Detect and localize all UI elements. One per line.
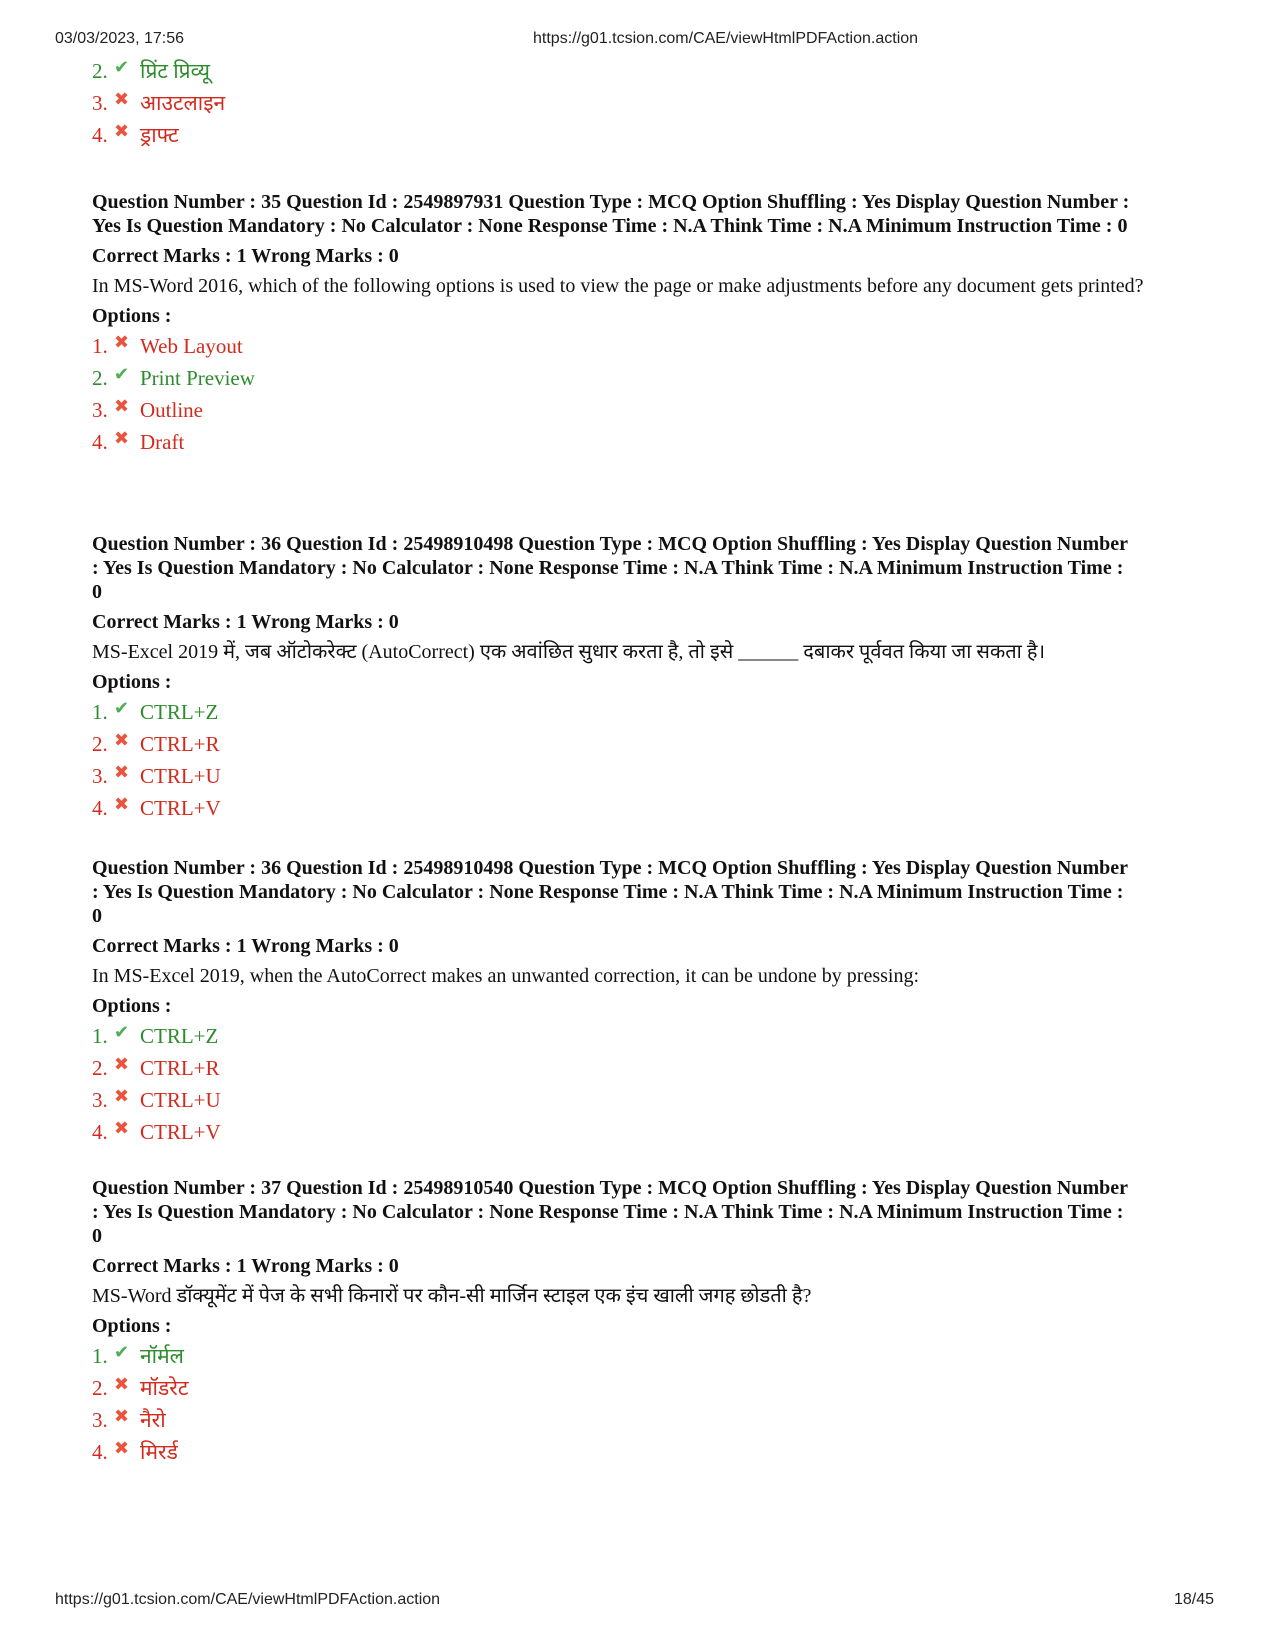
print-datetime: 03/03/2023, 17:56 bbox=[55, 30, 185, 47]
option-text: Print Preview bbox=[140, 366, 255, 390]
question-block bbox=[92, 856, 1212, 1148]
option-text: CTRL+V bbox=[140, 796, 221, 820]
option-number: 1. bbox=[92, 334, 108, 358]
page-number: 18/45 bbox=[1174, 1591, 1215, 1608]
cross-icon: ✖ bbox=[114, 794, 130, 814]
options-label: Options : bbox=[92, 305, 172, 327]
option-number: 4. bbox=[92, 1440, 108, 1464]
question-text: MS-Word डॉक्यूमेंट में पेज के सभी किनारों पर कौन-सी मार्जिन स्टाइल एक इंच खाली जगह छोडती है? bbox=[92, 1285, 812, 1307]
option-item bbox=[92, 1372, 1212, 1404]
option-text: Draft bbox=[140, 430, 185, 454]
option-text: Outline bbox=[140, 398, 203, 422]
check-icon: ✔ bbox=[114, 1022, 130, 1042]
check-icon: ✔ bbox=[114, 698, 130, 718]
option-number: 2. bbox=[92, 59, 108, 83]
option-number: 1. bbox=[92, 1024, 108, 1048]
option-text: CTRL+U bbox=[140, 764, 221, 788]
option-number: 3. bbox=[92, 764, 108, 788]
option-text: मिरर्ड bbox=[140, 1440, 178, 1464]
option-number: 1. bbox=[92, 1344, 108, 1368]
option-item bbox=[92, 1020, 1212, 1052]
option-item bbox=[92, 760, 1212, 792]
option-item bbox=[92, 1404, 1212, 1436]
option-text: Web Layout bbox=[140, 334, 243, 358]
option-text: मॉडरेट bbox=[140, 1376, 189, 1400]
option-item bbox=[92, 362, 1212, 394]
option-number: 4. bbox=[92, 123, 108, 147]
option-text: प्रिंट प्रिव्यू bbox=[140, 59, 210, 83]
cross-icon: ✖ bbox=[114, 1374, 130, 1394]
option-item bbox=[92, 1052, 1212, 1084]
option-text: CTRL+Z bbox=[140, 700, 219, 724]
options-label: Options : bbox=[92, 995, 172, 1017]
option-text: आउटलाइन bbox=[140, 91, 226, 115]
option-item bbox=[92, 330, 1212, 362]
option-text: ड्राफ्ट bbox=[140, 123, 179, 147]
cross-icon: ✖ bbox=[114, 1054, 130, 1074]
question-block bbox=[92, 1176, 1212, 1468]
option-number: 4. bbox=[92, 430, 108, 454]
option-item bbox=[92, 1436, 1212, 1468]
question-meta: Question Number : 35 Question Id : 2549897931 Question Type : MCQ Option Shuffling : Yes Display Question Number : Yes Is Question Mandatory : No Calculator : None Response Time : N.A Think Time : N.A Minimum Instruction Time : 0 bbox=[92, 191, 1130, 237]
option-item bbox=[92, 696, 1212, 728]
question-block bbox=[92, 532, 1212, 824]
check-icon: ✔ bbox=[114, 57, 130, 77]
cross-icon: ✖ bbox=[114, 89, 130, 109]
option-item bbox=[92, 1116, 1212, 1148]
option-item bbox=[92, 119, 1212, 151]
carryover-options bbox=[92, 55, 1212, 151]
options-label: Options : bbox=[92, 1315, 172, 1337]
cross-icon: ✖ bbox=[114, 1118, 130, 1138]
option-text: CTRL+V bbox=[140, 1120, 221, 1144]
cross-icon: ✖ bbox=[114, 121, 130, 141]
cross-icon: ✖ bbox=[114, 1406, 130, 1426]
option-item bbox=[92, 1084, 1212, 1116]
cross-icon: ✖ bbox=[114, 1086, 130, 1106]
question-text: In MS-Word 2016, which of the following options is used to view the page or make adjustments before any document gets printed? bbox=[92, 275, 1144, 297]
question-marks: Correct Marks : 1 Wrong Marks : 0 bbox=[92, 611, 399, 633]
options-label: Options : bbox=[92, 671, 172, 693]
option-number: 2. bbox=[92, 732, 108, 756]
cross-icon: ✖ bbox=[114, 762, 130, 782]
option-text: CTRL+R bbox=[140, 1056, 220, 1080]
question-marks: Correct Marks : 1 Wrong Marks : 0 bbox=[92, 935, 399, 957]
option-text: CTRL+U bbox=[140, 1088, 221, 1112]
option-text: नैरो bbox=[140, 1408, 166, 1432]
option-number: 3. bbox=[92, 91, 108, 115]
cross-icon: ✖ bbox=[114, 428, 130, 448]
option-number: 4. bbox=[92, 796, 108, 820]
question-text: MS-Excel 2019 में, जब ऑटोकरेक्ट (AutoCorrect) एक अवांछित सुधार करता है, तो इसे ______ दबाकर पूर्ववत किया जा सकता है। bbox=[92, 641, 1046, 663]
question-meta: Question Number : 36 Question Id : 25498910498 Question Type : MCQ Option Shuffling : Yes Display Question Number : Yes Is Question Mandatory : No Calculator : None Response Time : N.A Think Time : N.A Minimum Instruction Time : 0 bbox=[92, 857, 1128, 927]
cross-icon: ✖ bbox=[114, 730, 130, 750]
option-item bbox=[92, 55, 1212, 87]
option-item bbox=[92, 728, 1212, 760]
option-number: 3. bbox=[92, 1408, 108, 1432]
option-number: 2. bbox=[92, 1056, 108, 1080]
option-item bbox=[92, 394, 1212, 426]
question-text: In MS-Excel 2019, when the AutoCorrect makes an unwanted correction, it can be undone by pressing: bbox=[92, 965, 920, 987]
question-meta: Question Number : 37 Question Id : 25498910540 Question Type : MCQ Option Shuffling : Yes Display Question Number : Yes Is Question Mandatory : No Calculator : None Response Time : N.A Think Time : N.A Minimum Instruction Time : 0 bbox=[92, 1177, 1128, 1247]
check-icon: ✔ bbox=[114, 1342, 130, 1362]
question-meta: Question Number : 36 Question Id : 25498910498 Question Type : MCQ Option Shuffling : Yes Display Question Number : Yes Is Question Mandatory : No Calculator : None Response Time : N.A Think Time : N.A Minimum Instruction Time : 0 bbox=[92, 533, 1128, 603]
option-text: CTRL+Z bbox=[140, 1024, 219, 1048]
cross-icon: ✖ bbox=[114, 332, 130, 352]
question-marks: Correct Marks : 1 Wrong Marks : 0 bbox=[92, 245, 399, 267]
option-number: 1. bbox=[92, 700, 108, 724]
cross-icon: ✖ bbox=[114, 396, 130, 416]
check-icon: ✔ bbox=[114, 364, 130, 384]
question-block bbox=[92, 190, 1212, 458]
print-url-footer: https://g01.tcsion.com/CAE/viewHtmlPDFAction.action bbox=[55, 1591, 441, 1608]
option-item bbox=[92, 1340, 1212, 1372]
option-item bbox=[92, 87, 1212, 119]
cross-icon: ✖ bbox=[114, 1438, 130, 1458]
question-marks: Correct Marks : 1 Wrong Marks : 0 bbox=[92, 1255, 399, 1277]
print-url-header: https://g01.tcsion.com/CAE/viewHtmlPDFAction.action bbox=[533, 30, 919, 47]
option-number: 2. bbox=[92, 1376, 108, 1400]
option-text: नॉर्मल bbox=[140, 1344, 184, 1368]
option-item bbox=[92, 792, 1212, 824]
option-text: CTRL+R bbox=[140, 732, 220, 756]
option-number: 2. bbox=[92, 366, 108, 390]
option-number: 3. bbox=[92, 1088, 108, 1112]
option-number: 4. bbox=[92, 1120, 108, 1144]
option-item bbox=[92, 426, 1212, 458]
option-number: 3. bbox=[92, 398, 108, 422]
